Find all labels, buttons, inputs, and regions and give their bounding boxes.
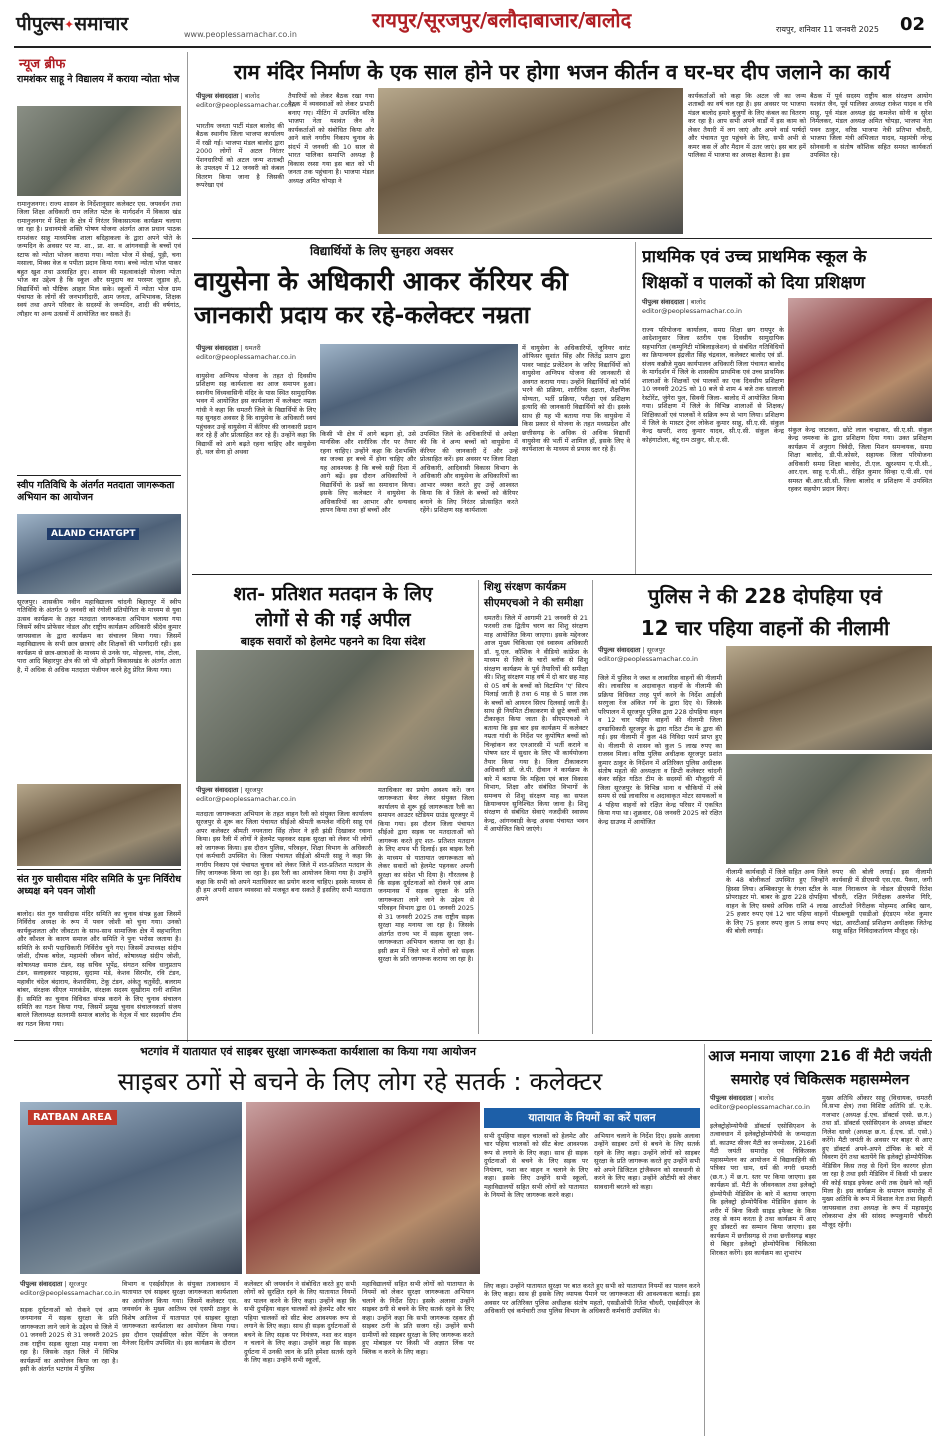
cyber-headline: साइबर ठगों से बचने के लिए लोग रहे सतर्क : कलेक्टर (117, 1067, 603, 1096)
brand-name-right: समाचार (74, 13, 129, 35)
training-headline-1: प्राथमिक एवं उच्च प्राथमिक स्कूल के (642, 247, 867, 267)
cyber-col6: अभियान चलाने के निर्देश दिए। इसके अलावा उन्होंने साइबर ठगों से बचने के लिए सतर्क रहने के लिए कहा। उन्होंने लोगों को साइबर सुरक्षा के प्रति जागरूक करते हुए उन्होंने सभी को अपने डिजिटल ट्रांजैक्शन को सावधानी से करने के लिए कहा। उन्होंने ओटीपी को लेकर सावधानी बरतने को कहा। (594, 1132, 700, 1191)
airforce-byline-email[interactable]: editor@peoplessamachar.co.in (196, 352, 296, 361)
cyber-photo-1 (20, 1102, 242, 1274)
cyber-byline-author: पीपुल्स संवाददाता (20, 1280, 63, 1288)
airforce-headline-2: जानकारी प्रदाय कर रहे-कलेक्टर नम्रता (194, 301, 531, 329)
mattei-col1: इलेक्ट्रोहोम्योपैथी डॉक्टर्स एसोसिएशन के तत्वावधान में इलेक्ट्रोहोम्योपैथी के जन्मदाता डॉ. काउण्ट सीजर मैटी का जन्मोत्सव, 216वीं मैटी जयंती समारोह एवं चिकित्सक महासम्मेलन का आयोजन में विद्यावाहिनी की पत्रिका परा धाम, धर्म की नगरी धमतरी (छ.ग.) में छ.ग. स्तर पर किया जाएगा। इस कार्यक्रम डॉ. मैटी के जीवनकाल तथा इलेक्ट्रो होम्योपैथी मेडिसिन के बारे में बताया जाएगा कि इलेक्ट्रो होम्योपैथिक मेडिसिन इंसान के शरीर में बिना किसी साइड इफेक्ट के किस तरह से काम करता है तथा कार्यक्रम में आए हुए डॉक्टरों का सम्मान किया जाएगा। इस कार्यक्रम में छत्तीसगढ़ से तथा छत्तीसगढ़ बाहर से बिहार इलेक्ट्रो होम्योपैथिक चिकित्सा शिरकत करेंगे। इस कार्यक्रम का शुभारंभ (710, 1122, 816, 1257)
training-byline: पीपुल्स संवाददाता | बालोद editor@peoplessamachar.co.in (642, 298, 782, 316)
masthead-rule (14, 46, 931, 48)
cyber-divider (704, 1044, 705, 1436)
child-headline-1: शिशु संरक्षण कार्यक्रम (484, 581, 567, 593)
airforce-kicker: विद्यार्थियों के लिए सुनहरा अवसर (310, 244, 454, 258)
voting-photo (196, 650, 474, 782)
ram-col1: भारतीय जनता पार्टी मंडल बालोद की बैठक स्थानीय जिला भाजपा कार्यालय में रखी गई। भाजपा मंडल बालोद द्वारा 2000 लोगों में अटल निरंतर पेंशनधारियों को अटल जन्म शताब्दी के उपलक्ष्य में 12 जनवरी को कंबल वितरण किया जाना है जिसकी रूपरेखा एवं (196, 122, 284, 190)
training-byline-email[interactable]: editor@peoplessamachar.co.in (642, 306, 742, 315)
brief-divider-2 (17, 869, 181, 870)
ram-byline: पीपुल्स संवाददाता | बालोद editor@peoplessamachar.co.in (196, 92, 296, 109)
voting-subhead: बाइक सवारों को हेलमेट पहनने का दिया संदेश (240, 635, 426, 648)
police-byline-email[interactable]: editor@peoplessamachar.co.in (598, 654, 698, 663)
airforce-photo (320, 344, 518, 426)
cyber-col1: सड़क दुर्घटनाओं को रोकने एवं आम जनमानस में सड़क सुरक्षा के प्रति जागरूकता लाने जाने के उद्देश्य से जिले में 01 जनवरी 2025 से 31 जनवरी 2025 तक राष्ट्रीय सड़क सुरक्षा माह मनाया जा रहा है। जिसके तहत जिले में विभिन्न कार्यक्रमों का आयोजन किया जा रहा है। इसी के अंतर्गत भटगांव में पुलिस (20, 1306, 118, 1374)
police-byline: पीपुल्स संवाददाता | सूरजपुर editor@peoplessamachar.co.in (598, 646, 722, 664)
brief2-photo-caption: ALAND CHATGPT (47, 528, 139, 540)
masthead-date: रायपुर, शनिवार 11 जनवरी 2025 (776, 25, 879, 34)
brief1-body: रामानुजनगर। राज्य शासन के निर्देशानुसार कलेक्टर एस. जयवर्धन तथा जिला शिक्षा अधिकारी राम ललित पटेल के मार्गदर्शन में विकास खंड रामानुजनगर में शिक्षा के क्षेत्र में निरंतर विकासात्मक कार्यक्रम चलाया जा रहा है। प्रधानमंत्री शक्ति पोषण योजना अंतर्गत आज प्रधान पाठक रामशंकर साहू माध्यमिक शाला बदिहाकला के द्वारा अपने पोते के जन्मदिन के अवसर पर मा. शा., प्रा. शा. व आंगनवाड़ी के बच्चों एवं स्टाफ को न्योता भोजन कराया गया। न्योता भोज में सेवई, पूड़ी, चना मसाला, मिक्स वेज व पपीता प्रदान किया गया। बच्चे न्योता भोज पाकर बहुत खुश तथा उत्साहित हुए। शासन की महत्वाकांक्षी योजना न्योता भोज का उद्देश्य है कि स्कूल और समुदाय का परस्पर जुड़ाव हो, विद्यार्थियों को पौष्टिक आहार मिल सके। स्कूलों में न्योता भोज ग्राम पंचायत के लोगों की जनभागीदारी, आम जनता, अभिभावक, शिक्षक स्वयं तथा अपने परिवार के सदस्यों के जन्मदिन, शादी की वर्षगांठ, त्यौहार या अन्य उत्सवों में आयोजित कर सकते हैं। (17, 200, 181, 318)
brief2-title: स्वीप गतिविधि के अंतर्गत मतदाता जागरूकता अभियान का आयोजन (17, 480, 175, 504)
mattei-byline-email[interactable]: editor@peoplessamachar.co.in (710, 1102, 810, 1111)
airforce-col1: वायुसेना अग्निपथ योजना के तहत दो दिवसीय प्रशिक्षण सह कार्यशाला का आज समापन हुआ। स्थानीय विंध्यवासिनी मंदिर के पास स्थित सामुदायिक भवन में आयोजित इस कार्यशाला में कलेक्टर नम्रता गांधी ने कहा कि धमतरी जिले के विद्यार्थियों के लिए यह सुनहरा अवसर है कि वायुसेना के अधिकारी स्वयं पहुंचकर उन्हें वायुसेना में कॅरियर की जानकारी प्रदान कर रहे हैं और प्रोत्साहित कर रहे हैं। उन्होंने कहा कि विद्यार्थी को आगे बढ़ते रहना चाहिए और वायुसेना हो, थल सेना हो अथवा (196, 372, 316, 457)
police-byline-author: पीपुल्स संवाददाता (598, 646, 641, 654)
police-headline-1: पुलिस ने की 228 दोपहिया एवं (648, 584, 882, 608)
voting-byline-author: पीपुल्स संवाददाता (196, 786, 239, 794)
police-headline-2: 12 चार पहिया वाहनों की नीलामी (640, 616, 890, 640)
brief1-photo (17, 106, 181, 196)
cyber-kicker: भटगांव में यातायात एवं साइबर सुरक्षा जागरूकता कार्यशाला का किया गया आयोजन (140, 1045, 476, 1058)
cyber-photo-2 (246, 1102, 480, 1274)
airforce-byline-place: धमतरी (244, 344, 261, 352)
brief3-title: संत गुरु घासीदास मंदिर समिति के पुनः निर्विरोध अध्यक्ष बने पवन जोशी (17, 874, 181, 898)
police-col3: रुपए की बोली लगाई। इस नीलामी कार्यवाही में डीएसपी एस.एस. पैकरा, जगी माल निराकरण के नोडल डीएसपी रितेश चौधरी, रक्षित निरीक्षक अरुणेश गिरि, आरटीओ निरीक्षक मोहम्मद आबिद खान, पीडब्ल्यूडी एसडीओ ईएंडएम नरेश कुमार चंद्रा, आरटीआई प्रशिक्षण अधीक्षक जितेन्द्र साहू सहित निविदाकर्तागण मौजूद रहे। (832, 868, 932, 936)
ram-bottom-rule (192, 238, 932, 239)
training-headline-2: शिक्षकों व पालकों को दिया प्रशिक्षण (642, 273, 865, 293)
airforce-divider (635, 242, 636, 574)
cyber-photo-banner: RATBAN AREA (28, 1110, 117, 1125)
training-byline-place: बालोद (690, 298, 706, 306)
mattei-byline: पीपुल्स संवाददाता | बालोद editor@peoplessamachar.co.in (710, 1094, 816, 1112)
airforce-col2: किसी भी क्षेत्र में आगे बढ़ना हो, उसे मानसिक और शारीरिक तौर पर तैयार रहना चाहिए। उन्होंने कहा कि देशभक्ति का जज्बा हर बच्चे में होना चाहिए और यह आवश्यक है कि बच्चे सही दिशा में आगे बढ़ें। इस दौरान अधिकारियों ने विद्यार्थियों के प्रश्नों का समाधान किया। इसके लिए कलेक्टर ने वायुसेना के अधिकारियों का आभार और धन्यवाद ज्ञापन किया तथा हॉ बच्चों और (320, 430, 416, 515)
training-col1: राज्य परियोजना कार्यालय, समग्र शिक्षा छग रायपुर के आदेशानुसार जिला स्तरीय एक दिवसीय सामुदायिक सहभागिता (कम्युनिटी मोबिलाइजेशन) से संबंधित गतिविधियों का क्रियान्वयन इंद्रजीत सिंह चंद्रवाल, कलेक्टर बालोद एवं डॉ. संजय कन्नौजे मुख्य कार्यपालन अधिकारी जिला पंचायत बालोद के मार्गदर्शन में जिले के शासकीय प्राथमिक एवं उच्च प्राथमिक शालाओं के शिक्षकों एवं पालकों का एक दिवसीय प्रशिक्षण 10 जनवरी 2025 को 10 बजे से शाम 4 बजे तक धालाजी रेस्टोरेंट, जुंगेरा पुल, सिवनी जिला- बालोद में आयोजित किया गया। प्रशिक्षण में जिले के विभिन्न शालाओं से शिक्षक/शिक्षिकाओं एवं पालकों ने सक्रिय रूप से भाग लिया। प्रशिक्षण में जिले के मास्टर ट्रेनर लोकेश कुमार साहू, सी.ए.सी. संकुल केन्द्र खपरी, शरद कुमार यादव, सी.ए.सी. संकुल केन्द्र कोहंगाटोला, बंटू राम ठाकुर, सी.ए.सी. (642, 326, 784, 444)
training-col2: संकुल केन्द्र जाटकरा, छोटे लाल चन्द्राकर, सी.ए.सी. संकुल केन्द्र जमरुवा के द्वारा प्रशिक्षण दिया गया। उक्त प्रशिक्षण कार्यक्रम में अनुराग त्रिवेदी, जिला मिशन समन्वयक, समग्र शिक्षा बालोद, डी.पी.कोसरे, सहायक जिला परियोजना अधिकारी समग्र शिक्षा बालोद, टी.एल. खुरश्याम ए.पी.सी., आर.एल. साहू ए.पी.सी., रोहित कुमार सिन्हा ए.पी.सी. एवं समस्त बी.आर.सी.सी. जिला बालोद व प्रशिक्षण में उपस्थित रहकर सहयोग प्रदान किए। (788, 426, 932, 494)
police-col2: नीलामी कार्यवाही में जिले सहित अन्य जिले के 48 बोलीकर्ता उपस्थित हुए जिन्होंने हिस्सा लिया। अम्बिकापुर के रंगला स्टील के प्रोपराइटर मो. बाबर के द्वारा 228 दोपहिया वाहन के लिए सबसे अधिक राशि 4 लाख 25 हजार रुपए एवं 12 चार पहिया वाहनों के लिए 75 हजार रुपए कुल 5 लाख रुपए की बोली लगाई। (726, 868, 828, 936)
voting-byline-email[interactable]: editor@peoplessamachar.co.in (196, 794, 296, 803)
brief2-body: सूरजपुर। शासकीय नवीन महाविद्यालय चांदनी बिहारपुर में स्वीप गतिविधि के अंतर्गत 9 जनवरी को रंगोली प्रतियोगिता के माध्यम से युवा उत्सव कार्यक्रम के तहत मतदाता जागरूकता अभियान चलाया गया जिसमें स्वीप प्रोफेसर नोडल और राष्ट्रीय कार्यक्रम अधिकारी श्रीदेव कुमार जायसवाल के द्वारा कार्यक्रम का संचालन किया गया। जिसमें महाविद्यालय के सभी छात्र छात्राएं और शिक्षकों की भागीदारी रही। इस कार्यक्रम से छात्र-छात्राओं के माध्यम से उनके घर, मोहल्ला, गांव, टोला, पारा आदि बिहारपुर क्षेत्र की जो भी ओड़गी विकासखंड के अंतर्गत आता है, में अधिक से अधिक मतदाता पंजीयन करने हेतु प्रेरित किया गया। (17, 598, 181, 674)
bottom-section-rule (14, 1040, 932, 1041)
voting-col2: मताधिकार का प्रयोग अवश्य करें। जन जागरूकता बैनर लेकर संयुक्त जिला कार्यालय से शुरू हुई जागरूकता रैली का समापन आउटर स्टेडियम ग्राउंड सूरजपुर में किया गया। इस दौरान जिला पंचायत सीईओ द्वारा सड़क पर मतदाताओं को जागरूक करते हुए शत- प्रतिशत मतदान के लिए शपथ भी दिलाई। इस बाइक रैली के माध्यम से यातायात जागरूकता को लेकर सवारों को हेलमेट पहनकर अपनी सुरक्षा का संदेश भी दिया है। गौरतलब है कि सड़क दुर्घटनाओं को रोकने एवं आम जनमानस में सड़क सुरक्षा के प्रति जागरूकता लाने जाने के उद्देश्य से परिवहन विभाग द्वारा 01 जनवरी 2025 से 31 जनवरी 2025 तक राष्ट्रीय सड़क सुरक्षा माह मनाया जा रहा है। जिसके अंतर्गत राज्य भर में सड़क सुरक्षा जन-जागरूकता अभियान चलाया जा रहा है। इसी क्रम में जिले भर में लोगों को सड़क सुरक्षा के प्रति जागरूक कराया जा रहा है। (378, 786, 474, 964)
mattei-headline-1: आज मनाया जाएगा 216 वीं मैटी जयंती (708, 1047, 932, 1065)
print-registration-marks (14, 1436, 932, 1444)
masthead (0, 0, 945, 48)
voting-headline-1: शत- प्रतिशत मतदान के लिए (233, 583, 433, 605)
page-number: 02 (900, 14, 926, 35)
brief3-body: बालोद। संत गुरु घासीदास मंदिर समिति का चुनाव संपन्न हुआ जिसमें निर्विरोध अध्यक्ष के रूप में पवन जोशी को चुना गया। उनको कार्यकुशलता और जीवटता के साथ-साथ सामाजिक क्षेत्र में सहभागिता और कौशल के कारण समाज और समिति ने पुनः भरोसा जताया है। समिति के सभी पदाधिकारी निर्विरोध चुने गए। जिसमें उपाध्यक्ष संदीप जोशी, दीपक बघेल, महामंत्री जीवन कोर्रा, कोषाध्यक्ष संदीप जोशी, कोषाध्यक्ष समारु टंडन, सह सचिव भूपेंद्र, संगठन सचिव धानुप्रताप टंडन, सलाहकार पाहदास, सुदामा मंडे, केशव सिरमौर, रवि टंडन, महावीर चंदेल बंदाराय, केशरसिया, टेकू टंडन, अंकेतु चतुर्वेदी, बलराम बांबर, संरक्षक सीएल मारकंडेय, संरक्षक सदस्य सुखीराम रानी शामिल हैं। समिति का चुनाव विधिवत संपन्न कराने के लिए चुनाव संचालन समिति का गठन किया गया, जिसमें प्रमुख चुनाव संचालनकर्ता संजय बारले जिलाध्यक्ष सतनामी समाज बालोद के नेतृत्व में चार सदस्यीय टीम का गठन किया गया। (17, 910, 181, 1028)
brief-divider-1 (17, 475, 181, 476)
brand-name-left: पीपुल्स (16, 13, 65, 35)
mid-rule (192, 574, 932, 575)
masthead-url[interactable]: www.peoplessamachar.co.in (184, 30, 297, 39)
mattei-byline-author: पीपुल्स संवाददाता (710, 1094, 753, 1102)
left-column-divider (187, 52, 188, 1042)
voting-divider (478, 580, 479, 1034)
mattei-col2: मुख्य अतिथि ओंकार साहू (विधायक, धमतरी वि.सभा क्षेत्र) तथा विशिष्ट अतिथि डॉ. ए.के. गजभार (अध्यक्ष ई.एच. डॉक्टर्स एसो. छ.ग.) तथा डॉ. डॉक्टर्स एसोसिएशन के अध्यक्ष डॉक्टर निलेश धावरे (अध्यक्ष छ.ग. ई.एच. डॉ. एसो.) करेंगे। मैटी जयंती के अवसर पर बाहर से आए हुए डॉक्टर्स अपने-अपने टॉपिक के बारे में विवरण देंगे तथा बतायेंगे कि इलेक्ट्रो होम्योपैथिक मेडिसिन किस तरह से दिनों दिन कारगर होता जा रहा है तथा इसी मेडिसिन में किसी भी प्रकार की कोई साइड इफेक्ट अभी तक देखने को नहीं मिला है। इस कार्यक्रम के समापन समारोह में मुख्य अतिथि के रूप में विशाल नेता तथा विहारी जायसवाल तथा अध्यक्ष के रूप में महासमुंद लोकसभा क्षेत्र की सांसद रूपकुमारी चौधरी मौजूद रहेंगी। (822, 1094, 932, 1229)
airforce-col4: में वायुसेना के अधिकारियों, जूनियर वारंट ऑफिसर सुशांत सिंह और जितेंद्र प्रताप द्वारा पावर प्वाइंट प्रजेंटेशन के जरिए विद्यार्थियों को वायुसेना अग्निपथ योजना की जानकारी से अवगत कराया गया। उन्होंने विद्यार्थियों को फॉर्म भरने की प्रक्रिया, शारीरिक दक्षता, शैक्षणिक योग्यता, भर्ती प्रक्रिया, परीक्षा एवं प्रशिक्षण इत्यादि की जानकारी विद्यार्थियों को दी। इसके साथ ही यह भी बताया गया कि वायुसेना में किस प्रकार से योजना के तहत मध्यप्रदेश और छत्तीसगढ़ के अधिक से अधिक विद्यार्थी वायुसेना की भर्ती में शामिल हों, इसके लिए वे कार्यशाला के माध्यम से प्रयास कर रहे हैं। (522, 344, 630, 454)
ram-col2: तैयारियों को लेकर बैठक रखा गया बैठक में व्यवस्थाओं को लेकर प्रभारी बनाए गए। मीटिंग में उपस्थित वरिष्ठ भाजपा नेता यशवंत जैन ने कार्यकर्ताओं को संबोधित किया और आने वाले नगरीय निकाय चुनाव के संदर्भ में जनवरी की 10 साल से भारत पालिका समाप्ति अध्यक्ष है विकास रस्सा गया इस बात को भी जनता तक पहुंचाना है। भाजपा मंडल अध्यक्ष अमित चोपड़ा ने (288, 92, 374, 185)
ram-headline: राम मंदिर निर्माण के एक साल होने पर होगा भजन कीर्तन व घर-घर दीप जलाने का कार्य (233, 60, 891, 84)
cyber-byline-place: सूरजपुर (68, 1280, 87, 1288)
voting-byline: पीपुल्स संवाददाता | सूरजपुर editor@peoplessamachar.co.in (196, 786, 372, 804)
child-headline-2: सीएमएचओ ने की समीक्षा (484, 597, 584, 609)
police-col1: जिले में पुलिस ने जब्त व लावारिस वाहनों की नीलामी की। लावारिस व अदावाकृत वाहनों के नीलामी की प्रक्रिया विधिवत तरह पूर्ण करने के निर्देश आईजी सरगुजा रेंज अंकित गर्ग के द्वारा दिए थे। जिसके परिपालन में सूरजपुर पुलिस द्वारा 228 दोपहिया वाहन व 12 चार पहिया वाहनों की नीलामी जिला दण्डाधिकारी सूरजपुर के द्वारा गठित टीम के द्वारा की गई। इस नीलामी में कुल 48 निविदा फार्म प्राप्त हुए थे। नीलामी से शासन को कुल 5 लाख रुपए का राजस्व मिला। वरिष्ठ पुलिस अधीक्षक सूरजपुर प्रशांत कुमार ठाकुर के निर्देशन में अतिरिक्त पुलिस अधीक्षक संतोष महतो की अध्यक्षता व डिप्टी कलेक्टर चांदनी कंवर सहित गठित टीम के सदस्यों की मौजूदगी में जिला सूरजपुर के विभिन्न थाना व चौकियों में लंबे समय से रखे लावारिस व अदावाकृत मोटर सायकलों व 4 पहिया वाहनों को रक्षित केन्द्र परिसर में एकत्रित किया गया था। शुक्रवार, 08 जनवरी 2025 को रक्षित केन्द्र ग्राउण्ड में आयोजित (598, 674, 722, 826)
airforce-headline-1: वायुसेना के अधिकारी आकर कॅरियर की (194, 267, 568, 297)
voting-headline-2: लोगों से की गई अपील (255, 609, 411, 631)
cyber-sidebar-label: यातायात के नियमों का करें पालन (484, 1108, 700, 1128)
ram-byline-email[interactable]: editor@peoplessamachar.co.in (196, 100, 296, 109)
child-col1: धमतरी। जिले में आगामी 21 जनवरी से 21 फरवरी तक द्वितीय चरण का शिशु संरक्षण माह आयोजित किया जाएगा। इसके मद्देनजर आज मुख्य चिकित्सा एवं स्वास्थ्य अधिकारी डॉ. यू.एल. कौशिक ने वीडियो कांफ्रेंस के माध्यम से जिले के चारों ब्लॉक से शिशु संरक्षण कार्यक्रम के पूर्व तैयारियों की समीक्षा की। शिशु संरक्षण माह वर्ष में दो बार छह माह से 05 वर्ष के बच्चों को विटामिन 'ए' सिरप पिलाई जाती है तथा 6 माह से 5 साल तक के बच्चों को आयरन सिरप दिलवाई जाती है। साथ ही नियमित टीकाकरण से छूटे बच्चों को टीकाकृत किया जाता है। सीएमएचओ ने बताया कि इस बार इस कार्यक्रम में कलेक्टर नम्रता गांधी के निर्देश पर कुपोषित बच्चों को चिन्हांकन कर एनआरसी में भर्ती कराने व पोषण स्तर में सुधार के लिए भी कार्ययोजना तैयार किया गया है। जिला टीकाकरण अधिकारी डॉ. जे.पी. दीवान ने कार्यक्रम के बारे में बताया कि महिला एवं बाल विकास विभाग, शिक्षा और संबंधित विभागों के समन्वय से शिशु संरक्षण माह का सफल क्रियान्वयन सुनिश्चित किया जाना है। शिशु संरक्षण से संबंधित सेवाएं नजदीकी स्वास्थ्य केन्द्र, आंगनबाड़ी केन्द्र अथवा पंचायत भवन में आयोजित किये जाएंगे। (484, 614, 588, 834)
police-photo-2 (726, 754, 932, 864)
police-byline-place: सूरजपुर (646, 646, 665, 654)
airforce-col3: उपस्थित जिले के अधिकारियों से अपेक्षा की कि वे अन्य बच्चों को वायुसेना में कॅरियर की जानकारी दें और उन्हें प्रोत्साहित करें। इस अवसर पर जिला शिक्षा अधिकारी, आदिवासी विकास विभाग के अधिकारी और वायुसेना के अधिकारियों का आभार व्यक्त करते हुए उन्हें आश्वस्त किया कि वे जिले के बच्चों को कॅरियर बनाने के लिए निरंतर प्रोत्साहित करते रहेंगे। प्रशिक्षण सह कार्यशाला (420, 430, 518, 515)
brief1-title: रामशंकर साहू ने विद्यालय में कराया न्योता भोज (17, 74, 180, 85)
cyber-col3: कलेक्टर श्री जयवर्धन ने संबोधित करते हुए सभी लोगों को सुरक्षित रहने के लिए यातायात नियमों का पालन करने के लिए कहा। उन्होंने कहा कि सभी दुपहिया वाहन चालकों को हेलमेट और चार पहिया चालकों को सीट बेल्ट आवश्यक रूप से लगाने के लिए कहा। साथ ही सड़क दुर्घटनाओं से बचने के लिए सड़क पर नियंत्रण, नशा कर वाहन न चलाने के लिए कहा। उन्होंने कहा कि सड़क दुर्घटना में उनकी जान के प्रति हमेशा सतर्क रहने के लिए कहा। उन्होंने सभी स्कूलों, (244, 1280, 356, 1365)
mattei-byline-place: बालोद (758, 1094, 774, 1102)
cyber-byline: पीपुल्स संवाददाता | सूरजपुर editor@peoplessamachar.co.in (20, 1280, 120, 1297)
training-photo (788, 298, 932, 422)
ram-col3: कार्यकर्ताओं को कहा कि अटल जी का जन्म शताब्दी का वर्ष चल रहा है। इस अवसर पर भाजपा मंडल बालोद हमारे बुजुर्गों के लिए कंबल का वितरण कर रहा है। आप सभी अपने वार्डों में इस काम को लेकर तैयारी में लग जाएं और अपने वार्ड पार्षदों और पंचायत पूरा पहुंचने के लिए, सभी अभी से कमर कस लें और मैदान में उतर जाएं। इस बार हमें पालिका में भाजपा का अध्यक्ष बैठाना है। इस (688, 92, 806, 160)
ram-photo (378, 88, 683, 234)
training-byline-author: पीपुल्स संवाददाता (642, 298, 685, 306)
brief3-photo (17, 784, 181, 866)
ram-byline-author: पीपुल्स संवाददाता (196, 92, 239, 100)
cyber-byline-email[interactable]: editor@peoplessamachar.co.in (20, 1288, 120, 1297)
police-photo-1 (726, 646, 932, 750)
cyber-col7: लिए कहा। उन्होंने यातायात सुरक्षा पर बात करते हुए सभी को यातायात नियमों का पालन करने के लिए कहा। साथ ही इसके लिए व्यापक पैमाने पर जागरूकता की आवश्यकता बताई। इस अवसर पर अतिरिक्त पुलिस अधीक्षक संतोष महतो, एसडीओपी रितेश चौधरी, एसईसीएल के अधिकारी एवं कर्मचारी तथा पुलिस विभाग के अधिकारी कर्मचारी उपस्थित थे। (484, 1282, 700, 1316)
mattei-headline-2: समारोह एवं चिकित्सक महासम्मेलन (730, 1072, 910, 1088)
airforce-byline-author: पीपुल्स संवाददाता (196, 344, 239, 352)
ram-byline-place: बालोद (244, 92, 260, 100)
brand-logo[interactable] (16, 10, 128, 36)
voting-byline-place: सूरजपुर (244, 786, 263, 794)
brand-star-icon: ✦ (64, 17, 75, 32)
voting-col1: मतदाता जागरूकता अभियान के तहत वाहन रैली को संयुक्त जिला कार्यालय सूरजपुर से शुरू कर जिला पंचायत सीईओ श्रीमती कमलेश नंदिनी साहू एवं अपर कलेक्टर श्रीमती नयनतारा सिंह तोमर ने हरी झंडी दिखाकर रवाना किया। इस रैली में लोगों ने हेलमेट पहनकर सड़क सुरक्षा को लेकर भी लोगों को जागरूक किया। इस दौरान पुलिस, परिवहन, शिक्षा विभाग के अधिकारी एवं कर्मचारी उपस्थित थे। जिला पंचायत सीईओ श्रीमती साहू ने कहा कि नगरीय निकाय एवं पंचायत चुनाव को लेकर जिले में शत-प्रतिशत मतदान के लिए जागरूक किया जा रहा है। इस रैली का आयोजन किया गया है। उन्होंने कहा कि सभी को अपने मताधिकार का प्रयोग करना चाहिए। इसके माध्यम से ही हम अपनी शासन व्यवस्था को मजबूत बना सकते हैं इसलिए सभी मतदाता अपने (196, 810, 372, 903)
brief2-photo (17, 514, 181, 594)
news-brief-label: न्यूज ब्रीफ (19, 57, 66, 72)
masthead-cities: रायपुर/सूरजपुर/बलौदाबाजार/बालोद (372, 8, 632, 32)
airforce-byline: पीपुल्स संवाददाता | धमतरी editor@peoplessamachar.co.in (196, 344, 316, 362)
ram-col4: बैठक में पूर्व सदस्य राष्ट्रीय बाल संरक्षण आयोग यशवंत जैन, पूर्व पालिका अध्यक्ष राकेश यादव व रवि साहू, पूर्व मंडल अध्यक्ष इंद्र कमलेश सोनी व सुरेश निर्मलकर, मंडल अध्यक्ष अमित चोपड़ा, भाजपा नेता पवन ठाकुर, वरिष्ठ भाजपा नेत्री प्रतिभा चौधरी, भाजपा जिला मंत्री अभिजात यादव, महामंत्री नरेन्द्र सोनवानी व संतोष कौशिक सहित समस्त कार्यकर्ता उपस्थित रहे। (810, 92, 932, 160)
cyber-col2: विभाग व एसईसीएल के संयुक्त तत्वावधान में यातायात एवं साइबर सुरक्षा जागरूकता कार्यशाला का आयोजन किया गया। जिसमें कलेक्टर एस. जयवर्धन के मुख्य आतिथ्य एवं एसपी ठाकुर के विशेष आतिथ्य में यातायात एवं साइबर सुरक्षा जागरूकता कार्यशाला का आयोजन किया गया। इस दौरान एसईसीएल कोल पेंटिंग के जनरल मैनेजर दिलीप उपस्थित थे। इस कार्यक्रम के दौरान (122, 1280, 238, 1348)
cyber-col4: महाविद्यालयों सहित सभी लोगों को यातायात के नियमों को लेकर सुरक्षा जागरूकता अभियान चलाने के निर्देश दिए। इसके अलावा उन्होंने साइबर ठगी से बचने के लिए सतर्क रहने के लिए कहा। उन्होंने कहा कि सभी जागरूक रहकर ही साइबर ठगी के प्रति सजग रहें। उन्होंने सभी ग्रामीणों को साइबर सुरक्षा के लिए जागरूक करते हुए मोबाइल पर किसी भी अज्ञात लिंक पर क्लिक न करने के लिए कहा। (362, 1280, 474, 1356)
cyber-col5: सभी दुपहिया वाहन चालकों को हेलमेट और चार पहिया चालकों को सीट बेल्ट आवश्यक रूप से लगाने के लिए कहा। साथ ही सड़क दुर्घटनाओं से बचने के लिए सड़क पर नियंत्रण, नशा कर वाहन न चलाने के लिए कहा। इसके लिए उन्होंने सभी स्कूलों, महाविद्यालयों सहित सभी लोगों को यातायात के नियमों के लिए जागरूक करने कहा। (484, 1132, 588, 1200)
child-divider (592, 580, 593, 1034)
